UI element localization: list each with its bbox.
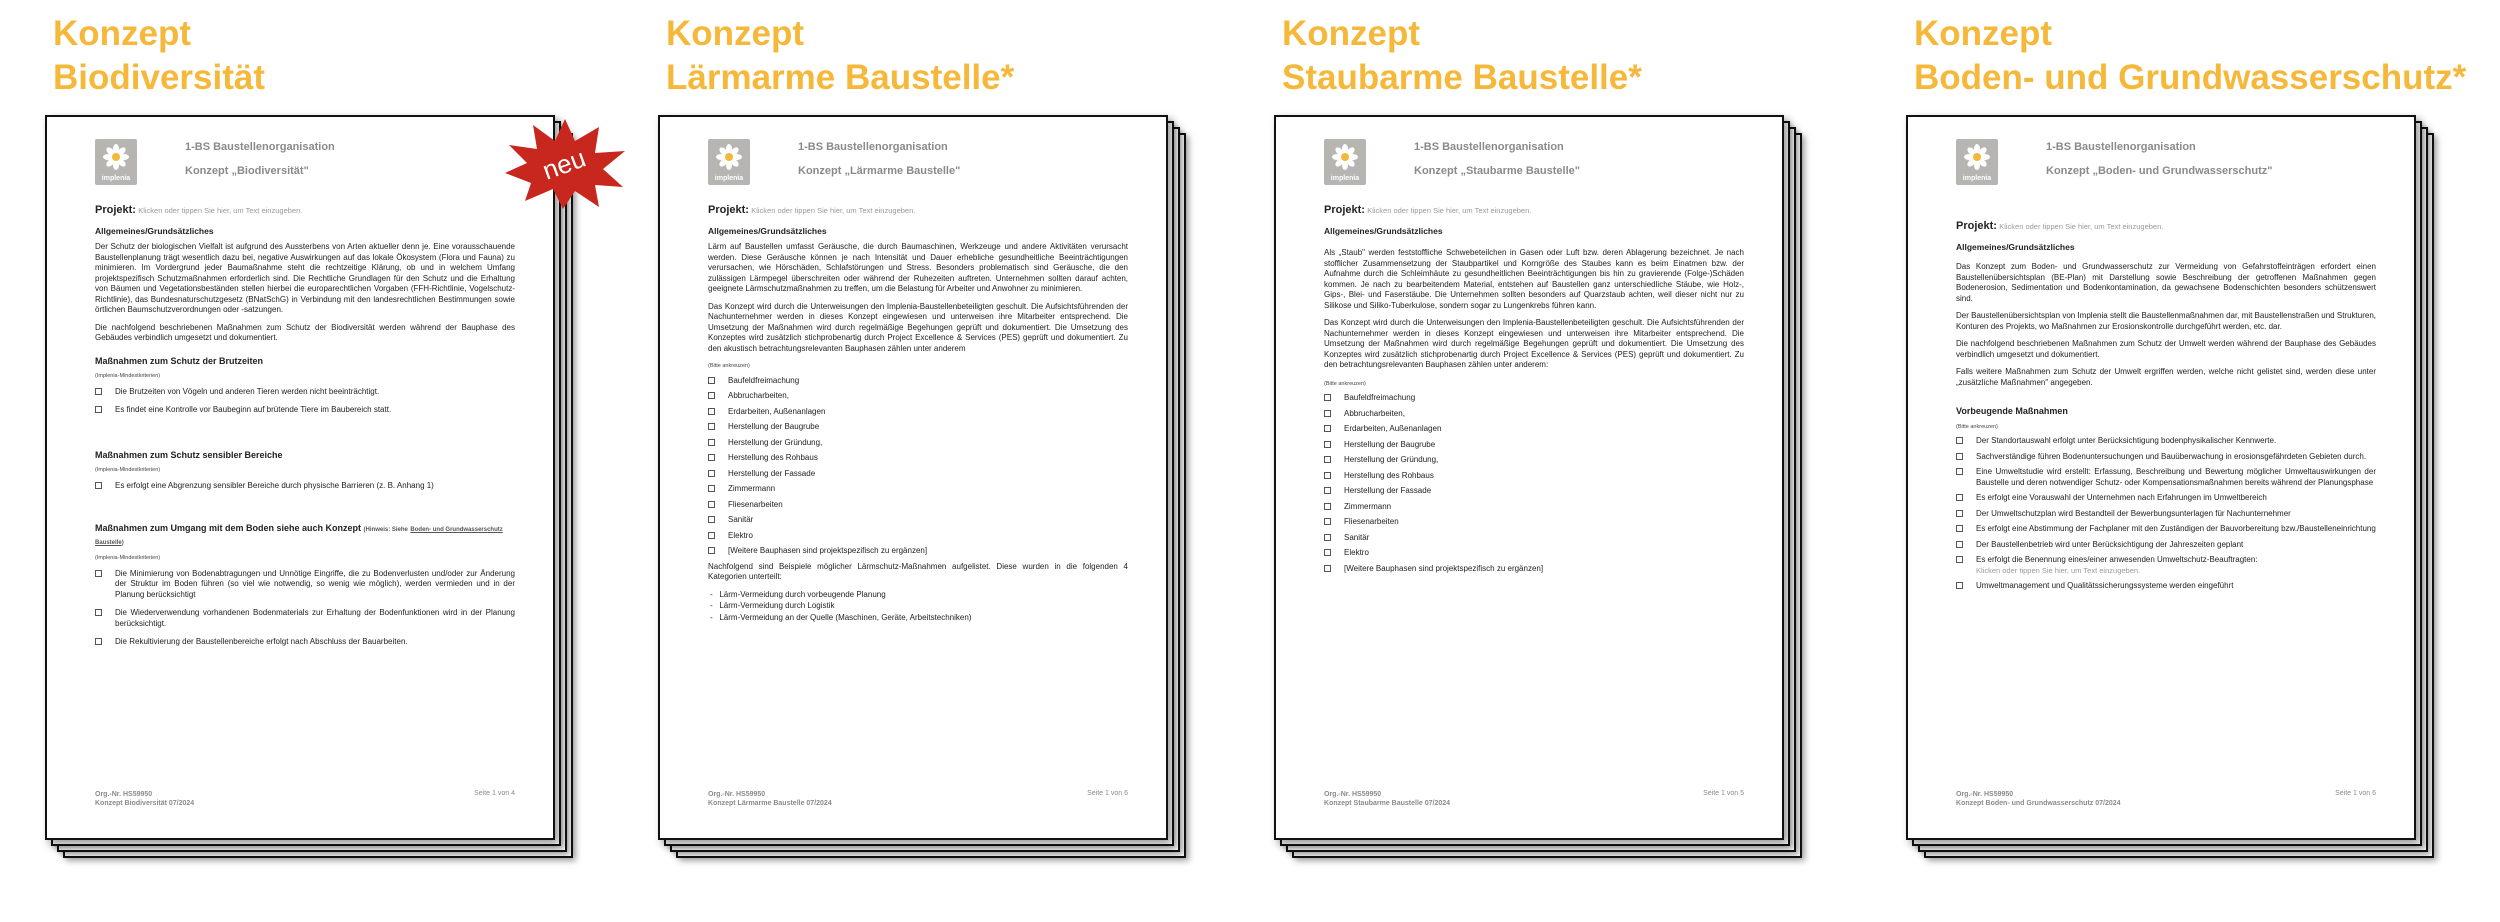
measure-item-label: Es erfolgt eine Vorauswahl der Unternehmen nach Erfahrungen im Umweltbereich — [1976, 493, 2267, 502]
implenia-logo: implenia — [1324, 139, 1366, 185]
intro-paragraph-2: Die nachfolgend beschriebenen Maßnahmen zum Schutz der Biodiversität werden während der Bauphase des Gebäudes verbindlich umgesetzt und dokumentiert. — [95, 322, 515, 342]
checkbox-item[interactable]: Die Wiederverwendung vorhandenen Bodenmaterials zur Erhaltung der Bodenfunktionen wird in der Planung berücksichtigt. — [95, 608, 515, 629]
checkbox[interactable] — [95, 406, 102, 413]
doc-title: Konzept „Boden- und Grundwasserschutz" — [2046, 165, 2273, 177]
checkbox[interactable] — [95, 570, 102, 577]
checkbox[interactable] — [708, 423, 715, 430]
general-heading: Allgemeines/Grundsätzliches — [95, 225, 214, 236]
phase-item[interactable] — [1324, 440, 1744, 451]
phase-item[interactable] — [1324, 502, 1744, 513]
checkbox[interactable] — [708, 501, 715, 508]
doc-title: Konzept „Staubarme Baustelle" — [1414, 165, 1580, 177]
phase-item-label: Herstellung der Fassade — [728, 468, 816, 478]
phase-item-label: Sanitär — [728, 515, 754, 524]
page-header — [1324, 139, 1744, 189]
phase-item-label: Herstellung der Gründung, — [728, 437, 823, 447]
measure-item[interactable] — [1956, 509, 2376, 520]
measure-list — [1956, 436, 2376, 592]
org-line: 1-BS Baustellenorganisation — [2046, 141, 2196, 153]
checkbox[interactable] — [1956, 525, 1963, 532]
phase-item-label: Abbrucharbeiten, — [1344, 408, 1405, 418]
checkbox[interactable] — [708, 377, 715, 384]
phase-item[interactable] — [1324, 409, 1744, 420]
category-item: - Lärm-Vermeidung durch Logistik — [710, 601, 835, 610]
concept-heading: Konzept Lärmarme Baustelle* — [666, 14, 1015, 97]
project-line[interactable]: Projekt: Klicken oder tippen Sie hier, um Text einzugeben. — [95, 204, 303, 216]
phase-item-label: Erdarbeiten, Außenanlagen — [728, 406, 826, 416]
checkbox[interactable] — [1324, 487, 1331, 494]
checkbox[interactable] — [708, 392, 715, 399]
concept-heading: Konzept Staubarme Baustelle* — [1282, 14, 1642, 97]
page-footer: Org.-Nr. HS59950 Konzept Lärmarme Baustelle 07/2024 Seite 1 von 6 — [708, 790, 1128, 807]
phase-item-label: Fliesenarbeiten — [1344, 517, 1399, 526]
checkbox[interactable] — [1324, 394, 1331, 401]
phase-item-label: Erdarbeiten, Außenanlagen — [1344, 424, 1442, 433]
intro-paragraph: Als „Staub" werden feststoffliche Schwebeteilchen in Gasen oder Luft bzw. deren Ablagerung bezeichnet. Je nach stofflicher Zusammensetzung der Staubpartikel und Korngröße des Staubes kann es beim Einatmen bzw. der Aufnahme durch die Schleimhäute zu gesundheitlichen Beeinträchtigungen bis hin zu gravierende (Folge-)Schäden kommen. Je nach zu bearbeitendem Material, entstehen auf Baustellen ganz unterschiedliche Stäube, wie Holz-, Gips-, Blei- und Faserstäube. Die Unternehmen sollten besonders auf Quarzstaub achten, weil dieser nicht nur zu Silikose und Siliko-Tuberkulose, sondern sogar zu Lungenkrebs führen kann. — [1324, 248, 1744, 310]
checkbox[interactable] — [1956, 510, 1963, 517]
checkbox[interactable] — [1324, 410, 1331, 417]
concept-laermarme-baustelle — [658, 0, 1218, 922]
flower-icon — [1331, 143, 1359, 171]
phase-item-label: Herstellung der Fassade — [1344, 486, 1432, 495]
page-number: Seite 1 von 6 — [1087, 790, 1128, 797]
phase-item[interactable] — [1324, 424, 1744, 435]
intro-paragraph: Der Schutz der biologischen Vielfalt ist aufgrund des Aussterbens von Arten aktueller denn je. Eine vorausschauende Baustellenplanung trägt wesentlich dazu bei, negative Auswirkungen auf das lokale Ökosystem (Flora und Fauna) zu minimieren. Im Vordergrund jeder Baumaßnahme steht die rechtzeitige Klärung, ob und in welchem Umfang projektspezifisch Schutzmaßnahmen erforderlich sind. Die Rechtliche Grundlagen für den Schutz und die Erhaltung von Bäumen und Vegetationsbeständen stellen hierbei die europarechtlichen Vorgaben (FFH-Richtlinie, Vogelschutz-Richtlinie), das Bundesnaturschutzgesetz (BNatSchG) in Verbindung mit den landesrechtlichen Bestimmungen sowie örtlichen Baumschutzverordnungen oder -satzungen. — [95, 242, 515, 314]
document-page[interactable] — [658, 115, 1168, 840]
implenia-logo: implenia — [95, 139, 137, 185]
intro-paragraph-2: Das Konzept wird durch die Unterweisungen den Implenia-Baustellenbeteiligten geschult. Die Aufsichtsführenden der Nachunternehmer werden in dieses Konzept eingewiesen und unterweisen ihre Mitarbeiter entsprechend. Die Umsetzung der Maßnahmen wird durch regelmäßige Begehungen geprüft und dokumentiert. Die Umsetzung des Konzeptes wird zusätzlich stichprobenartig durch Project Excellence & Services (PES) geprüft und dokumentiert. Zu den akustisch betrachtungsrelevanten Bauphasen zählen unter anderem — [708, 301, 1128, 353]
phase-item[interactable] — [708, 438, 1128, 449]
general-heading: Allgemeines/Grundsätzliches — [1324, 225, 1443, 236]
document-stack[interactable] — [658, 115, 1203, 885]
flower-icon — [102, 143, 130, 171]
phase-item-label: Herstellung des Rohbaus — [728, 453, 818, 462]
measure-item-label: Umweltmanagement und Qualitätssicherungssysteme werden eingeführt — [1976, 581, 2234, 590]
phase-item[interactable] — [708, 515, 1128, 526]
checkbox[interactable] — [1956, 468, 1963, 475]
page-header — [708, 139, 1128, 189]
phase-list — [1324, 393, 1744, 574]
flower-icon — [1963, 143, 1991, 171]
checkbox[interactable] — [95, 638, 102, 645]
project-line[interactable]: Projekt: Klicken oder tippen Sie hier, um Text einzugeben. — [1956, 220, 2164, 232]
page-number: Seite 1 von 6 — [2335, 790, 2376, 797]
page-footer: Org.-Nr. HS59950 Konzept Staubarme Baustelle 07/2024 Seite 1 von 5 — [1324, 790, 1744, 807]
page-header — [95, 139, 515, 189]
measure-item-label: Der Baustellenbetrieb wird unter Berücksichtigung der Jahreszeiten geplant — [1976, 539, 2244, 549]
measure-item[interactable] — [1956, 467, 2376, 488]
mandatory-tag: (Implenia-Mindestkriterien) — [95, 467, 161, 473]
new-badge — [495, 115, 630, 210]
checkbox[interactable] — [708, 408, 715, 415]
select-tag: (Bitte ankreuzen) — [1956, 423, 1998, 430]
phase-item-label: [Weitere Bauphasen sind projektspezifisch zu ergänzen] — [1344, 563, 1544, 573]
phase-item-label: Herstellung der Gründung, — [1344, 455, 1439, 464]
page-body — [708, 205, 1128, 775]
phase-item-label: Herstellung des Rohbaus — [1344, 470, 1434, 480]
checkbox[interactable] — [708, 485, 715, 492]
checkbox[interactable] — [1324, 565, 1331, 572]
checkbox[interactable] — [95, 388, 102, 395]
measure-item[interactable] — [1956, 493, 2376, 504]
phase-item[interactable] — [708, 422, 1128, 433]
phase-item-label: Sanitär — [1344, 532, 1370, 542]
checkbox[interactable] — [1324, 503, 1331, 510]
phase-item-label: Elektro — [728, 530, 753, 540]
checkbox[interactable] — [1324, 425, 1331, 432]
page-body — [1956, 221, 2376, 791]
document-page[interactable] — [1906, 115, 2416, 840]
project-line[interactable]: Projekt: Klicken oder tippen Sie hier, um Text einzugeben. — [1324, 204, 1532, 216]
page-header — [1956, 139, 2376, 189]
checkbox[interactable] — [1324, 549, 1331, 556]
flower-icon — [715, 143, 743, 171]
phase-item[interactable] — [1324, 548, 1744, 559]
checkbox[interactable] — [95, 482, 102, 489]
checkbox[interactable] — [95, 609, 102, 616]
phase-item[interactable] — [708, 453, 1128, 464]
checkbox[interactable] — [708, 470, 715, 477]
checkbox[interactable] — [1956, 453, 1963, 460]
checkbox[interactable] — [708, 439, 715, 446]
phase-item-label: Zimmermann — [1344, 501, 1392, 511]
page-number: Seite 1 von 5 — [1703, 790, 1744, 797]
page-footer: Org.-Nr. HS59950 Konzept Biodiversität 07/2024 Seite 1 von 4 — [95, 790, 515, 807]
phase-item-label: Zimmermann — [728, 484, 776, 493]
checkbox[interactable] — [1956, 556, 1963, 563]
phase-item-label: Herstellung der Baugrube — [1344, 439, 1436, 449]
delegate-placeholder[interactable]: Klicken oder tippen Sie hier, um Text einzugeben. — [1976, 565, 2141, 575]
checkbox[interactable] — [1324, 472, 1331, 479]
phase-item-label: [Weitere Bauphasen sind projektspezifisch zu ergänzen] — [728, 546, 928, 555]
page-number: Seite 1 von 4 — [474, 790, 515, 797]
checkbox[interactable] — [1956, 494, 1963, 501]
checkbox-item[interactable]: Die Minimierung von Bodenabtragungen und Unnötige Eingriffe, die zu Bodenverlusten und/oder zur Änderung der Struktur im Boden führen (so viel wie notwendig, so wenig wie möglich), werden vermieden und in der Planung berücksichtigt — [95, 569, 515, 601]
implenia-logo: implenia — [1956, 139, 1998, 185]
phase-item-label: Abbrucharbeiten, — [728, 391, 789, 400]
section-heading: Vorbeugende Maßnahmen — [1956, 406, 2068, 416]
intro-paragraph-4: Falls weitere Maßnahmen zum Schutz der Umwelt ergriffen werden, welche nicht gelistet sind, werden diese unter „zusätzliche Maßnahmen" angegeben. — [1956, 367, 2376, 387]
document-stack[interactable] — [1906, 115, 2451, 885]
category-item: - Lärm-Vermeidung durch vorbeugende Planung — [710, 589, 886, 599]
checkbox[interactable] — [708, 532, 715, 539]
phase-item[interactable] — [708, 407, 1128, 418]
measure-item-label: Sachverständige führen Bodenuntersuchungen und Bauüberwachung in erosionsgefährdeten Gebieten durch. — [1976, 451, 2367, 461]
category-item: - Lärm-Vermeidung an der Quelle (Maschinen, Geräte, Arbeitstechniken) — [710, 612, 972, 622]
measure-item-label: Eine Umweltstudie wird erstellt: Erfassung, Beschreibung und Bewertung möglicher Umweltauswirkungen der Baustelle und deren notwendiger Schutz- oder Kompensationsmaßnahmen bereits während der Planungsphase — [1976, 467, 2376, 487]
concept-staubarme-baustelle — [1274, 0, 1834, 922]
checkbox[interactable] — [1956, 582, 1963, 589]
general-heading: Allgemeines/Grundsätzliches — [1956, 241, 2075, 252]
section-heading: Maßnahmen zum Schutz sensibler Bereiche — [95, 449, 283, 460]
checkbox-item[interactable]: Es erfolgt eine Abgrenzung sensibler Bereiche durch physische Barrieren (z. B. Anhang 1) — [95, 481, 515, 492]
phase-item[interactable] — [708, 500, 1128, 511]
phase-item-label: Fliesenarbeiten — [728, 499, 783, 509]
phase-item-label: Herstellung der Baugrube — [728, 422, 820, 431]
phase-item[interactable] — [1324, 486, 1744, 497]
badge-text: neu — [538, 142, 590, 186]
project-line[interactable]: Projekt: Klicken oder tippen Sie hier, um Text einzugeben. — [708, 204, 916, 216]
intro-paragraph-2: Das Konzept wird durch die Unterweisungen den Implenia-Baustellenbeteiligten geschult. Die Aufsichtsführenden der Nachunternehmer werden in dieses Konzept eingewiesen und unterweisen ihre Mitarbeiter entsprechend. Die Umsetzung der Maßnahmen wird durch regelmäßige Begehungen geprüft und dokumentiert. Die Umsetzung des Konzeptes wird zusätzlich stichprobenartig durch Project Excellence & Services (PES) geprüft und dokumentiert. Zu den betrachtungsrelevanten Bauphasen zählen unter anderem: — [1324, 318, 1744, 369]
checkbox[interactable] — [1956, 437, 1963, 444]
implenia-logo: implenia — [708, 139, 750, 185]
doc-title: Konzept „Biodiversität" — [185, 165, 309, 177]
section-heading: Maßnahmen zum Umgang mit dem Boden siehe auch Konzept (Hinweis: Siehe Boden- und Grundwasserschutz Baustelle) — [95, 523, 503, 546]
checkbox-item[interactable]: Es findet eine Kontrolle vor Baubeginn auf brütende Tiere im Baubereich statt. — [95, 405, 515, 416]
concept-biodiversitaet — [45, 0, 605, 922]
checkbox-item[interactable]: Die Rekultivierung der Baustellenbereiche erfolgt nach Abschluss der Bauarbeiten. — [95, 637, 515, 648]
concept-boden-grundwasserschutz — [1906, 0, 2500, 922]
phase-item[interactable] — [1324, 455, 1744, 466]
phase-item[interactable] — [1324, 393, 1744, 404]
outro-paragraph: Nachfolgend sind Beispiele möglicher Lärmschutz-Maßnahmen aufgelistet. Diese wurden in die folgenden 4 Kategorien unterteilt: — [708, 561, 1128, 581]
document-stack[interactable] — [45, 115, 590, 885]
phase-item[interactable] — [1324, 517, 1744, 528]
intro-paragraph-2: Der Baustellenübersichtsplan von Implenia stellt die Baustellenmaßnahmen dar, mit Baustellenstraßen und Strukturen, Konturen des Projekts, wo Maßnahmen zur Erosionskontrolle durchgeführt werden, etc. dar. — [1956, 311, 2376, 331]
org-line: 1-BS Baustellenorganisation — [185, 141, 335, 153]
org-line: 1-BS Baustellenorganisation — [1414, 141, 1564, 153]
page-body — [95, 205, 515, 775]
phase-item-label: Baufeldfreimachung — [1344, 393, 1416, 402]
measure-item[interactable] — [1956, 540, 2376, 551]
checkbox[interactable] — [1324, 456, 1331, 463]
mandatory-tag: (Implenia-Mindestkriterien) — [95, 555, 161, 561]
intro-paragraph: Lärm auf Baustellen umfasst Geräusche, die durch Baumaschinen, Werkzeuge und andere Aktivitäten verursacht werden. Diese Geräusche können je nach Intensität und Dauer erhebliche gesundheitliche Beeinträchtigungen verursachen, wie Hörschäden, Schlafstörungen und Stress. Besonders problematisch sind Geräusche, die den zulässigen Lärmpegel überschreiten oder während der Ruhezeiten auftreten. Unternehmen sollten darauf achten, geeignete Lärmschutzmaßnahmen zu treffen, um die Belastung für Arbeiter und Anwohner zu minimieren. — [708, 242, 1128, 293]
select-tag: (Bitte ankreuzen) — [708, 363, 750, 369]
intro-paragraph: Das Konzept zum Boden- und Grundwasserschutz zur Vermeidung von Gefahrstoffeinträgen erfordert einen Baustellenübersichtsplan (BE-Plan) mit Darstellung sowie Beschreibung der getroffenen Maßnahmen gegen Bodenerosion, Sedimentation und Bodenkontamination, da gewachsene Bodenschichten besonders schützenswert sind. — [1956, 262, 2376, 303]
org-line: 1-BS Baustellenorganisation — [798, 141, 948, 153]
checkbox[interactable] — [1324, 534, 1331, 541]
doc-title: Konzept „Lärmarme Baustelle" — [798, 165, 961, 177]
general-heading: Allgemeines/Grundsätzliches — [708, 225, 827, 236]
concept-heading: Konzept Boden- und Grundwasserschutz* — [1914, 14, 2467, 97]
measure-item-label: Es erfolgt eine Abstimmung der Fachplaner mit den Zuständigen der Bauvorbereitung bzw./Baustelleneinrichtung — [1976, 524, 2376, 533]
phase-item[interactable] — [708, 546, 1128, 557]
checkbox[interactable] — [1956, 541, 1963, 548]
boden-link[interactable]: Boden- und Grundwasserschutz Baustelle — [95, 527, 503, 546]
phase-item[interactable] — [708, 484, 1128, 495]
checkbox[interactable] — [1324, 441, 1331, 448]
measure-item[interactable] — [1956, 436, 2376, 447]
page-footer: Org.-Nr. HS59950 Konzept Boden- und Grundwasserschutz 07/2024 Seite 1 von 6 — [1956, 790, 2376, 807]
checkbox[interactable] — [708, 454, 715, 461]
measure-item-label: Der Standortauswahl erfolgt unter Berücksichtigung bodenphysikalischer Kennwerte. — [1976, 436, 2277, 445]
measure-item[interactable] — [1956, 555, 2376, 576]
measure-item-label: Es erfolgt die Benennung eines/einer anwesenden Umweltschutz-Beauftragten: — [1976, 555, 2258, 564]
checkbox-item[interactable]: Die Brutzeiten von Vögeln und anderen Tieren werden nicht beeinträchtigt. — [95, 387, 515, 398]
measure-item[interactable] — [1956, 581, 2376, 592]
phase-item[interactable] — [708, 469, 1128, 480]
select-tag: (Bitte ankreuzen) — [1324, 380, 1366, 387]
phase-item[interactable] — [708, 376, 1128, 387]
checkbox[interactable] — [1324, 518, 1331, 525]
phase-item[interactable] — [708, 531, 1128, 542]
mandatory-tag: (Implenia-Mindestkriterien) — [95, 373, 161, 379]
measure-item[interactable] — [1956, 524, 2376, 535]
document-page[interactable] — [45, 115, 555, 840]
page-body — [1324, 205, 1744, 775]
measure-item-label: Der Umweltschutzplan wird Bestandteil der Bewerbungsunterlagen für Nachunternehmer — [1976, 508, 2291, 518]
section-heading: Maßnahmen zum Schutz der Brutzeiten — [95, 355, 264, 366]
phase-item[interactable] — [1324, 533, 1744, 544]
measure-item[interactable] — [1956, 452, 2376, 463]
phase-item[interactable] — [1324, 471, 1744, 482]
phase-item[interactable] — [1324, 564, 1744, 575]
checkbox[interactable] — [708, 516, 715, 523]
phase-list — [708, 376, 1128, 557]
document-page[interactable] — [1274, 115, 1784, 840]
phase-item-label: Elektro — [1344, 548, 1369, 557]
phase-item[interactable] — [708, 391, 1128, 402]
intro-paragraph-3: Die nachfolgend beschriebenen Maßnahmen zum Schutz der Umwelt werden während der Bauphase des Gebäudes verbindlich umgesetzt und dokumentiert. — [1956, 339, 2376, 359]
phase-item-label: Baufeldfreimachung — [728, 375, 800, 385]
concept-heading: Konzept Biodiversität — [53, 14, 265, 97]
document-stack[interactable] — [1274, 115, 1819, 885]
checkbox[interactable] — [708, 547, 715, 554]
